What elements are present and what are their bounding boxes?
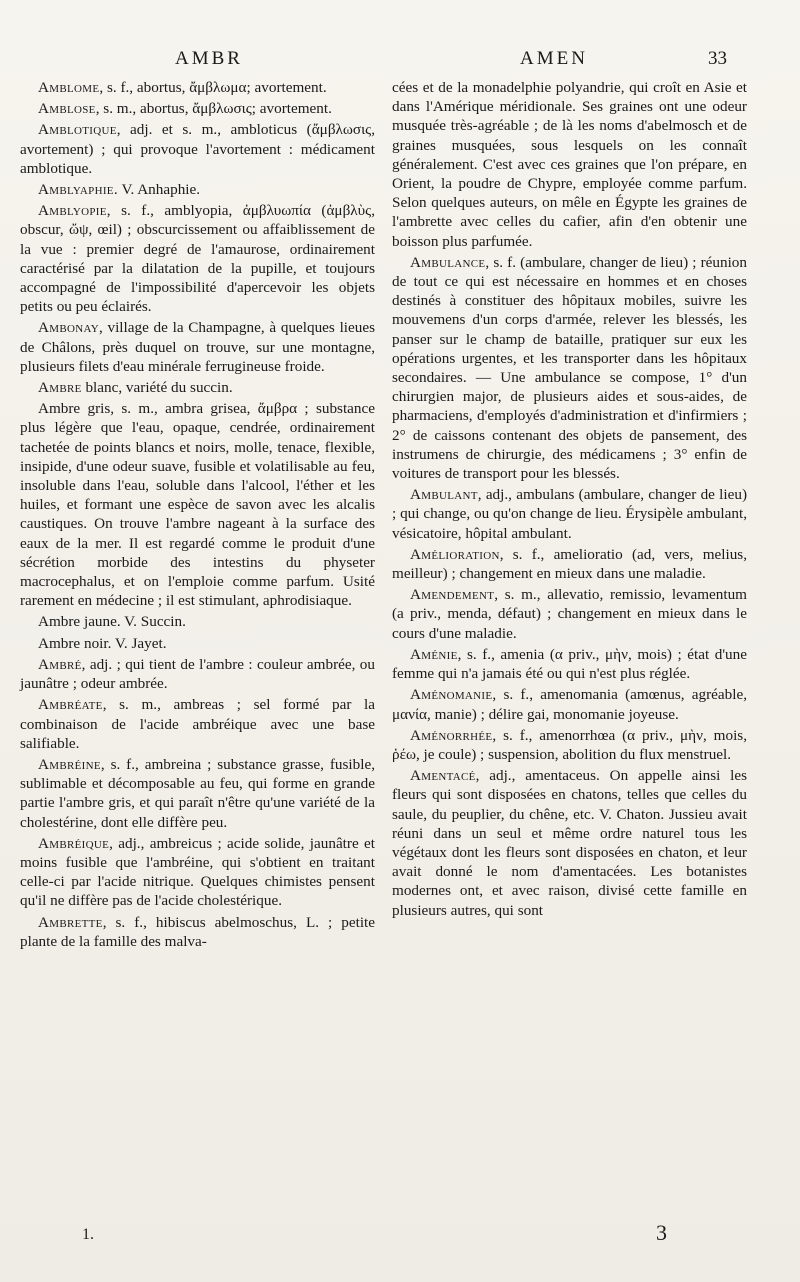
entry-headword: Ambulant	[410, 486, 478, 504]
page-number: 33	[708, 48, 727, 69]
entry-headword: Amentacé	[410, 767, 476, 785]
entry-text: , s. f., amblyopia, ἀμβλυωπία (ἀμβλὺς, obscur, ὤψ, œil) ; obscurcissement ou affaiblissement de la vue : premier degré de l'amaurose, ordinairement caractérisé par la dilatation de la pupille, et toujours accompagné de l'impossibilité d'apercevoir les objets petits ou peu éclairés.	[20, 202, 375, 316]
entry-text: , s. m., allevatio, remissio, levamentum (a priv., menda, défaut) ; changement en mieux dans le cours d'une maladie.	[392, 586, 747, 642]
dictionary-entry	[392, 645, 747, 683]
entry-headword: Amendement	[410, 586, 495, 604]
entry-text: , adj., ambulans (ambulare, changer de lieu) ; qui change, ou qu'on change de lieu. Érysipèle ambulant, vésicatoire, hôpital ambulant.	[392, 486, 747, 542]
entry-headword: Aménorrhée	[410, 726, 493, 744]
entry-headword: Ambre	[38, 379, 82, 397]
entry-headword: Ambré	[38, 655, 82, 673]
entry-text: , s. f., amenorrhœa (α priv., μὴν, mois, ῥέω, je coule) ; suspension, abolition du flux menstruel.	[392, 726, 747, 763]
entry-headword: Ambréique	[38, 834, 110, 852]
dictionary-entry	[20, 634, 375, 653]
entry-text: Ambre jaune. V. Succin.	[38, 613, 186, 631]
entry-text: , adj., ambreicus ; acide solide, jaunâtre et moins fusible que l'ambréine, qui s'obtient en traitant celle-ci par l'acide nitrique. Quelques chimistes pensent qu'il ne diffère pas de l'acide cholestérique.	[20, 834, 375, 910]
left-column	[20, 78, 375, 953]
entry-headword: Amélioration	[410, 545, 500, 563]
running-head-left: AMBR	[175, 48, 243, 69]
entry-headword: Ambrette	[38, 913, 103, 931]
entry-headword: Aménie	[410, 645, 458, 663]
entry-text: , adj. ; qui tient de l'ambre : couleur ambrée, ou jaunâtre ; odeur ambrée.	[20, 655, 375, 693]
dictionary-entry	[392, 685, 747, 723]
entry-text: , s. f., amenomania (amœnus, agréable, μανία, manie) ; délire gai, monomanie joyeuse.	[392, 686, 747, 723]
entry-headword: Ambréine	[38, 755, 101, 773]
dictionary-entry	[20, 612, 375, 631]
entry-text: , s. f., amenia (α priv., μὴν, mois) ; état d'une femme qui n'a jamais été ou qui n'est plus réglée.	[392, 645, 747, 683]
entry-text: , s. f., abortus, ἄμβλωμα; avortement.	[99, 79, 327, 96]
dictionary-entry	[20, 913, 375, 951]
entry-text: Ambre gris, s. m., ambra grisea, ἄμβρα ; substance plus légère que l'eau, opaque, cendrée, ordinairement tachetée de points blancs et noirs, molle, tenace, flexible, insipide, d'une odeur suave, fusible et volatilisable au feu, insoluble dans l'eau, soluble dans l'alcool, l'éther et les huiles, et formant une espèce de savon avec les alcalis caustiques. On trouve l'ambre nageant à la surface des eaux de la mer. Il est regardé comme le produit d'une sécrétion morbide des intestins du physeter macrocephalus, et on l'emploie comme parfum. Usité rarement en médecine ; il est stimulant, aphrodisiaque.	[20, 400, 375, 610]
entry-text: V. Anhaphie.	[117, 181, 201, 199]
dictionary-entry	[392, 585, 747, 643]
entry-headword: Amblyopie	[38, 202, 107, 220]
entry-text: , adj. et s. m., ambloticus (ἄμβλωσις, avortement) ; qui provoque l'avortement : médicament amblotique.	[20, 121, 375, 177]
entry-text: , s. f., ambreina ; substance grasse, fusible, sublimable et décomposable au feu, qui forme en grande partie l'ambre gris, et qui paraît n'être qu'une variété de la cholestérine, dont elle diffère peu.	[20, 755, 375, 831]
dictionary-entry	[20, 834, 375, 911]
entry-text: , s. f., amelioratio (ad, vers, melius, meilleur) ; changement en mieux dans une maladie.	[392, 545, 747, 583]
entry-headword: Amblotique	[38, 121, 117, 139]
dictionary-entry	[20, 318, 375, 376]
entry-headword: Amblose	[38, 100, 96, 118]
dictionary-entry	[392, 726, 747, 764]
entry-text: , s. f., hibiscus abelmoschus, L. ; petite plante de la famille des malva-	[20, 913, 375, 950]
entry-text: , s. m., ambreas ; sel formé par la combinaison de l'acide ambréique avec une base salifiable.	[20, 696, 375, 752]
dictionary-entry	[20, 201, 375, 316]
entry-headword: Aménomanie	[410, 686, 493, 704]
dictionary-entry	[392, 78, 747, 251]
dictionary-entry	[20, 78, 375, 97]
running-head-right: AMEN	[520, 48, 588, 69]
entry-headword: Ambréate	[38, 696, 103, 714]
entry-headword: Ambulance	[410, 253, 486, 271]
entry-text: , village de la Champagne, à quelques lieues de Châlons, près duquel on trouve, sur une montagne, plusieurs filets d'eau minérale ferrugineuse froide.	[20, 319, 375, 375]
right-column	[392, 78, 747, 922]
dictionary-entry	[392, 485, 747, 543]
dictionary-entry	[392, 766, 747, 920]
signature-number: 3	[656, 1220, 667, 1245]
signature-mark: 1.	[82, 1226, 94, 1243]
dictionary-entry	[392, 253, 747, 483]
entry-headword: Ambonay	[38, 319, 99, 337]
dictionary-entry	[20, 180, 375, 199]
entry-text: Ambre noir. V. Jayet.	[38, 634, 167, 652]
dictionary-entry	[20, 378, 375, 397]
entry-text: , adj., amentaceus. On appelle ainsi les fleurs qui sont disposées en chatons, telles que celles du saule, du peuplier, du chêne, etc. V. Chaton. Jussieu avait réuni dans un seul et même ordre naturel tous les végétaux dont les fleurs sont disposées en chaton, et leur avait donné le nom d'amentacées. Les botanistes modernes ont, et avec raison, divisé cette famille en plusieurs autres, qui sont	[392, 767, 747, 919]
dictionary-entry	[20, 755, 375, 832]
dictionary-entry	[20, 695, 375, 753]
entry-text: , s. m., abortus, ἄμβλωσις; avortement.	[95, 100, 332, 118]
dictionary-entry	[392, 545, 747, 583]
entry-headword: Amblyaphie.	[38, 181, 118, 199]
dictionary-entry	[20, 120, 375, 178]
entry-text: cées et de la monadelphie polyandrie, qui croît en Asie et dans l'Amérique méridionale. Ses graines ont une odeur musquée très-agréable ; de là les noms d'abelmosch et de graines musquées, sous lesquels on les connaît généralement. C'est avec ces graines que l'on prépare, en Orient, la poudre de Chypre, employée comme parfum. Selon quelques auteurs, on mêle en Égypte les graines de l'ambrette avec celles du cafier, afin d'en obtenir une boisson plus parfumée.	[392, 79, 747, 250]
entry-text: , s. f. (ambulare, changer de lieu) ; réunion de tout ce qui est nécessaire en hommes et en choses destinés à constituer des hôpitaux mobiles, suivre les mouvemens d'un corps d'armée, relever les blessés, les panser sur le champ de bataille, pratiquer sur eux les opérations urgentes, et les transporter dans les hôpitaux secondaires. — Une ambulance se compose, 1° d'un chirurgien major, de plusieurs aides et sous-aides, de pharmaciens, d'employés d'administration et d'infirmiers ; 2° de caissons contenant des objets de pansement, des instrumens de chirurgie, des médicamens ; 3° enfin de voitures de transport pour les blessés.	[392, 253, 747, 483]
entry-text: blanc, variété du succin.	[81, 379, 233, 397]
dictionary-entry	[20, 399, 375, 610]
dictionary-entry	[20, 99, 375, 118]
dictionary-entry	[20, 655, 375, 693]
entry-headword: Amblome	[38, 79, 100, 96]
